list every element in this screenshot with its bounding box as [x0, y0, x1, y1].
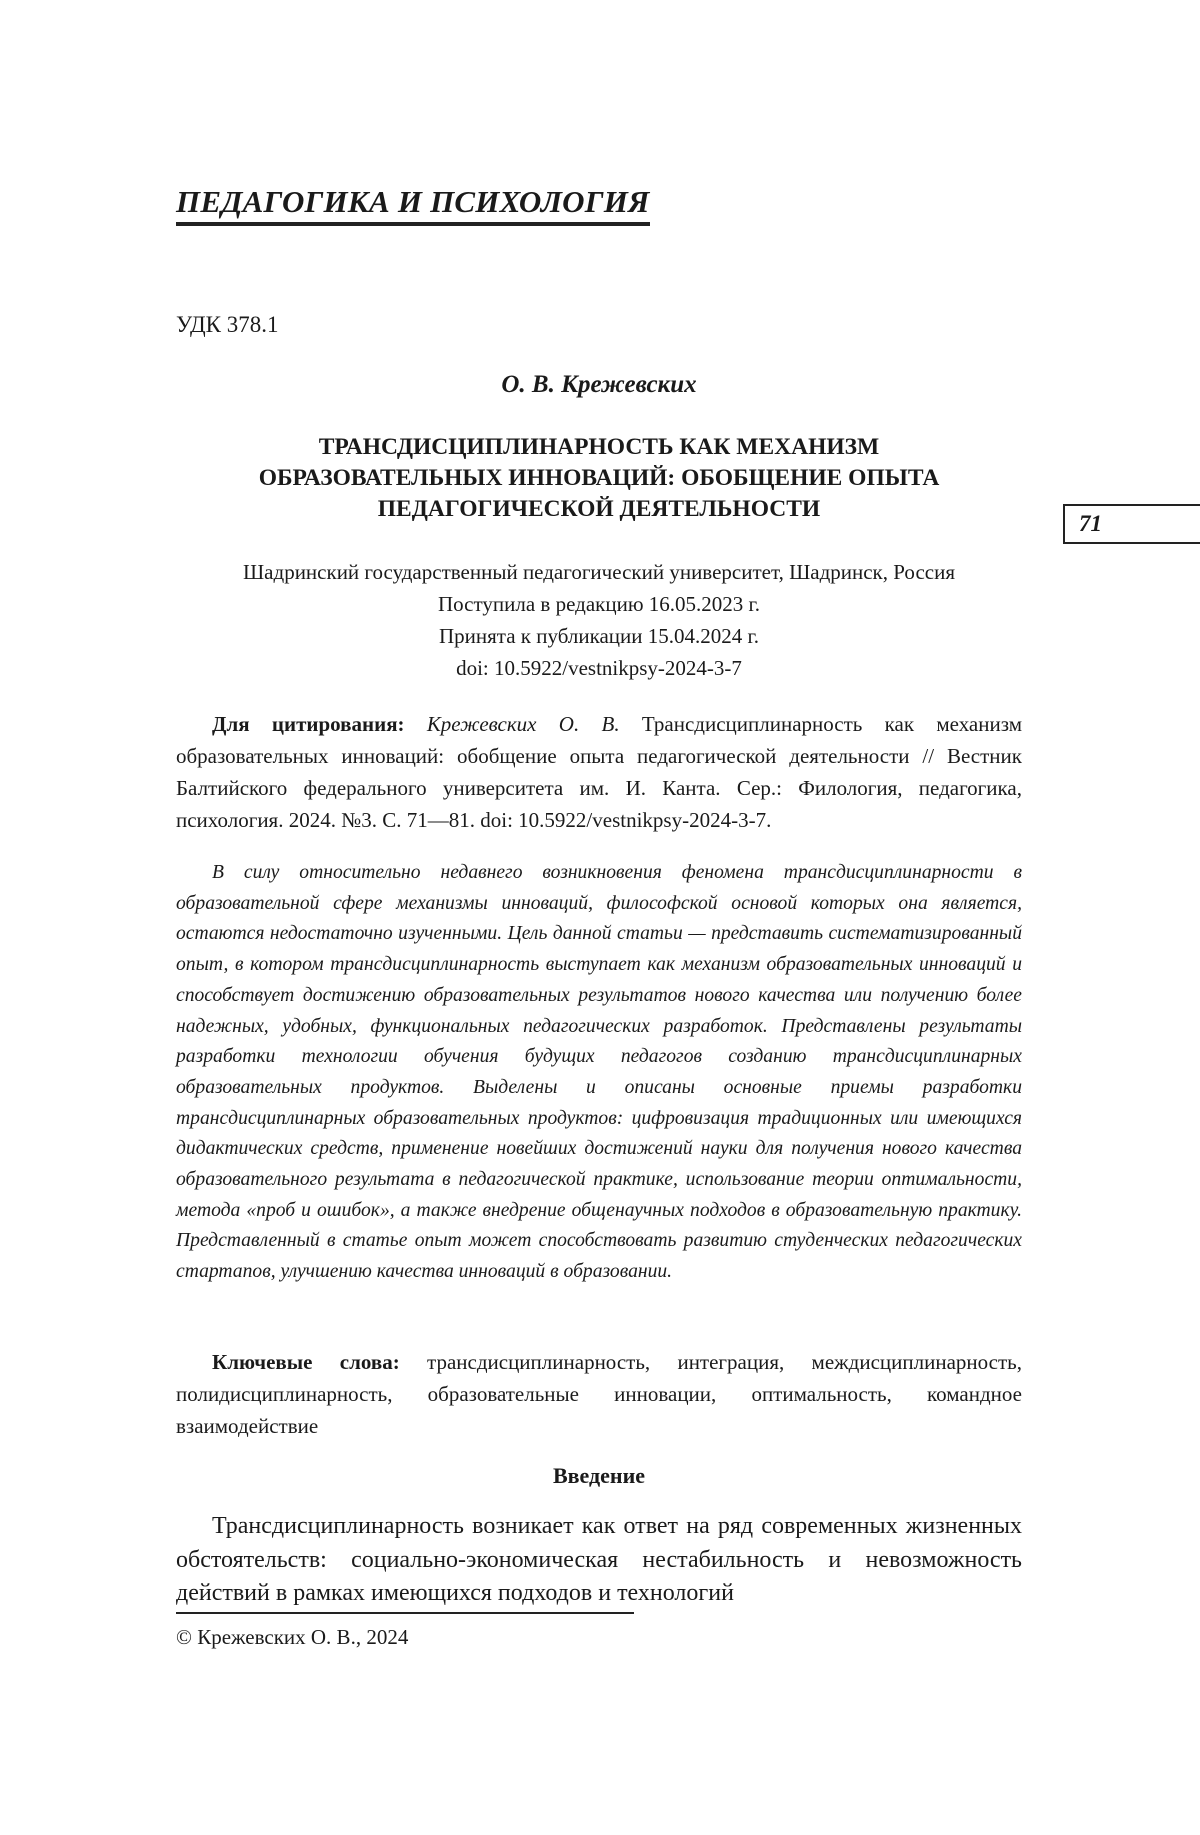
abstract: В силу относительно недавнего возникновения феномена трансдисциплинарности в образовательной сфере механизмы инноваций, философской основой которых она является, остаются недостаточно изученными. Цель данной статьи — представить систематизированный опыт, в котором трансдисциплинарность выступает как механизм образовательных инноваций и способствует достижению образовательных результатов нового качества или получению более надежных, удобных, функциональных педагогических разработок. Представлены результаты разработки технологии обучения будущих педагогов созданию трансдисциплинарных образовательных продуктов. Выделены и описаны основные приемы разработки трансдисциплинарных образовательных продуктов: цифровизация традиционных или имеющихся дидактических средств, применение новейших достижений науки для получения нового качества образовательного результата в педагогической практике, использование теории оптимальности, метода «проб и ошибок», а также внедрение общенаучных подходов в образовательную практику. Представленный в статье опыт может способствовать развитию студенческих педагогических стартапов, улучшению качества инноваций в образовании. — [176, 862, 1022, 1283]
accepted-date: Принята к публикации 15.04.2024 г. — [438, 624, 759, 648]
received-date: Поступила в редакцию 16.05.2023 г. — [437, 592, 760, 616]
author-name: О. В. Крежевских — [501, 371, 697, 398]
article-title — [176, 432, 1022, 525]
citation-block — [176, 708, 1022, 836]
affiliation: Шадринский государственный педагогический университет, Шадринск, Россия — [243, 560, 955, 584]
copyright-note: © Крежевских О. В., 2024 — [176, 1625, 409, 1649]
article-meta — [176, 556, 1022, 684]
keywords-label: Ключевые слова: — [212, 1350, 400, 1374]
udc-code: УДК 378.1 — [176, 312, 279, 337]
intro-paragraph: Трансдисциплинарность возникает как ответ на ряд современных жизненных обстоятельств: социально-экономическая нестабильность и невозможность действий в рамках имеющихся подходов и технологий — [176, 1513, 1022, 1606]
title-line: ТРАНСДИСЦИПЛИНАРНОСТЬ КАК МЕХАНИЗМ — [318, 434, 880, 460]
citation-label: Для цитирования: — [212, 712, 405, 736]
keywords-block — [176, 1346, 1022, 1442]
footnote-divider — [176, 1612, 634, 1614]
citation-text: Трансдисциплинарность как механизм образовательных инноваций: обобщение опыта педагогической деятельности // Вестник Балтийского федерального университета им. И. Канта. Сер.: Филология, педагогика, психология. 2024. №3. С. 71—81. doi: 10.5922/vestnikpsy-2024-3-7. — [176, 712, 1022, 832]
doi: doi: 10.5922/vestnikpsy-2024-3-7 — [456, 656, 742, 680]
page-number: 71 — [1063, 504, 1200, 544]
intro-heading: Введение — [552, 1463, 646, 1488]
title-line: ОБРАЗОВАТЕЛЬНЫХ ИННОВАЦИЙ: ОБОБЩЕНИЕ ОПЫТА — [258, 465, 940, 491]
title-line: ПЕДАГОГИЧЕСКОЙ ДЕЯТЕЛЬНОСТИ — [377, 496, 821, 522]
citation-author: Крежевских О. В. — [426, 712, 620, 736]
section-heading: ПЕДАГОГИКА И ПСИХОЛОГИЯ — [176, 184, 650, 226]
keywords-text: трансдисциплинарность, интеграция, междисциплинарность, полидисциплинарность, образовательные инновации, оптимальность, командное взаимодействие — [176, 1350, 1022, 1438]
